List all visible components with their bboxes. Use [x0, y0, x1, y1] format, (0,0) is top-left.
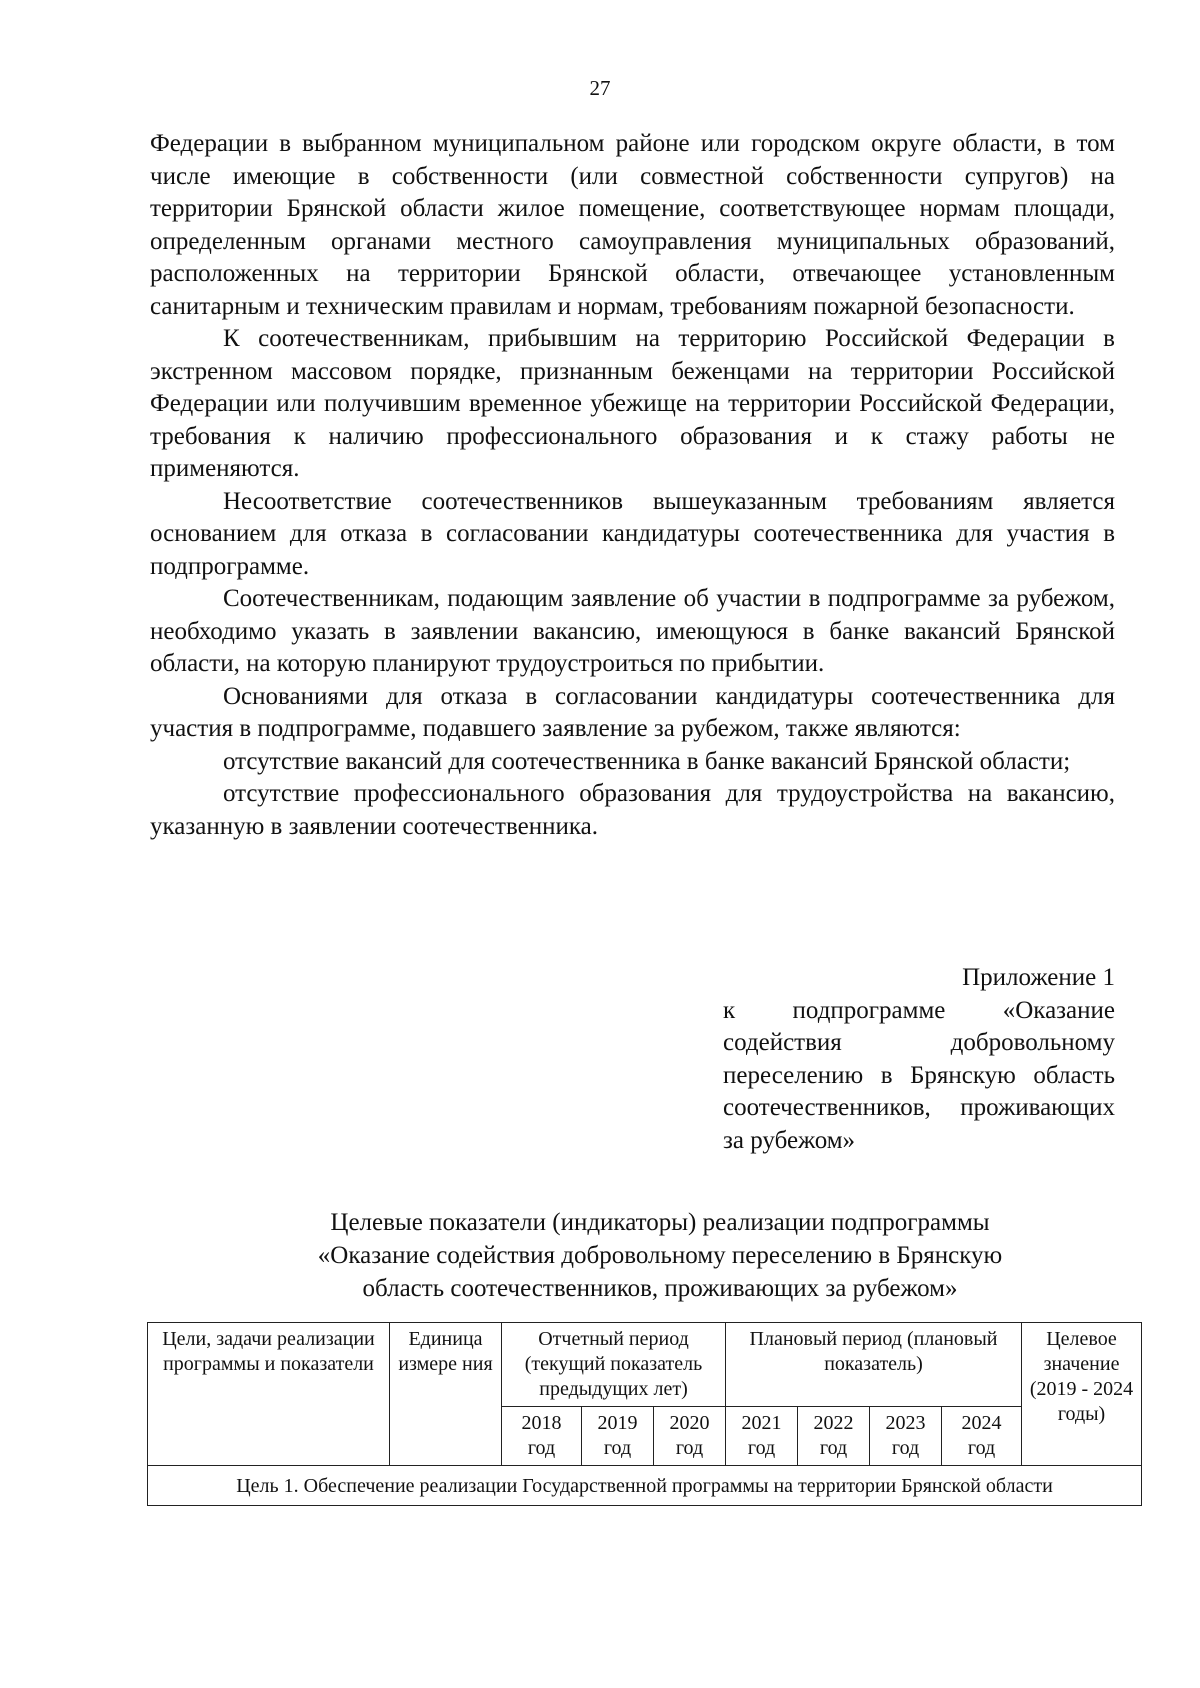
page-number: 27	[589, 76, 611, 100]
year-suffix: год	[747, 1437, 776, 1459]
paragraph-4: Соотечественникам, подающим заявление об участии в подпрограмме за рубежом, необходимо указать в заявлении вакансию, имеющуюся в банке вакансий Брянской области, на которую планируют трудоустроиться по прибытии.	[150, 585, 1115, 677]
year-number: 2024	[961, 1412, 1002, 1434]
year-number: 2020	[669, 1412, 710, 1434]
table-title-line-1: Целевые показатели (индикаторы) реализации подпрограммы	[330, 1209, 990, 1236]
header-reporting-period: Отчетный период (текущий показатель предыдущих лет)	[502, 1323, 726, 1407]
appendix-title: Приложение 1	[962, 964, 1115, 991]
table-header-row	[148, 1323, 1142, 1407]
year-suffix: год	[819, 1437, 848, 1459]
year-cell	[942, 1407, 1022, 1466]
paragraph-5: Основаниями для отказа в согласовании кандидатуры соотечественника для участия в подпрограмме, подавшего заявление за рубежом, также являются:	[150, 682, 1115, 742]
year-suffix: год	[675, 1437, 704, 1459]
year-number: 2022	[813, 1412, 854, 1434]
paragraph-7: отсутствие профессионального образования для трудоустройства на вакансию, указанную в заявлении соотечественника.	[150, 780, 1115, 840]
table-title-line-3: область соотечественников, проживающих за рубежом»	[362, 1275, 958, 1302]
header-goals: Цели, задачи реализации программы и показатели	[148, 1323, 390, 1466]
year-number: 2023	[885, 1412, 926, 1434]
indicators-table	[147, 1322, 1142, 1506]
year-number: 2019	[597, 1412, 638, 1434]
paragraph-2: К соотечественникам, прибывшим на территорию Российской Федерации в экстренном массовом порядке, признанным беженцами на территории Российской Федерации или получившим временное убежище на территории Российской Федерации, требования к наличию профессионального образования и к стажу работы не применяются.	[150, 325, 1115, 482]
table-title-line-2: «Оказание содействия добровольному переселению в Брянскую	[317, 1242, 1003, 1269]
year-cell	[654, 1407, 726, 1466]
body-text	[150, 128, 1115, 843]
appendix-text: к подпрограмме «Оказание содействия добровольному переселению в Брянскую область соотечественников, проживающих за рубежом»	[723, 996, 1115, 1154]
goal-1-cell: Цель 1. Обеспечение реализации Государственной программы на территории Брянской области	[148, 1466, 1142, 1506]
year-suffix: год	[967, 1437, 996, 1459]
year-suffix: год	[891, 1437, 920, 1459]
year-number: 2018	[521, 1412, 562, 1434]
paragraph-6: отсутствие вакансий для соотечественника в банке вакансий Брянской области;	[223, 747, 1071, 775]
year-cell	[870, 1407, 942, 1466]
header-unit: Единица измере ния	[390, 1323, 502, 1466]
year-number: 2021	[741, 1412, 782, 1434]
paragraph-1: Федерации в выбранном муниципальном районе или городском округе области, в том числе имеющие в собственности (или совместной собственности супругов) на территории Брянской области жилое помещение, соответствующее нормам площади, определенным органами местного самоуправления муниципальных образований, расположенных на территории Брянской области, отвечающее установленным санитарным и техническим правилам и нормам, требованиям пожарной безопасности.	[150, 130, 1115, 320]
year-cell	[502, 1407, 582, 1466]
header-target-value: Целевое значение (2019 - 2024 годы)	[1022, 1323, 1142, 1466]
year-suffix: год	[603, 1437, 632, 1459]
year-cell	[798, 1407, 870, 1466]
year-cell	[726, 1407, 798, 1466]
header-planned-period: Плановый период (плановый показатель)	[726, 1323, 1022, 1407]
goal-row	[148, 1466, 1142, 1506]
year-cell	[582, 1407, 654, 1466]
table-title	[230, 1206, 1090, 1305]
paragraph-3: Несоответствие соотечественников вышеуказанным требованиям является основанием для отказа в согласовании кандидатуры соотечественника для участия в подпрограмме.	[150, 487, 1115, 580]
appendix-block	[723, 962, 1115, 1157]
year-suffix: год	[527, 1437, 556, 1459]
